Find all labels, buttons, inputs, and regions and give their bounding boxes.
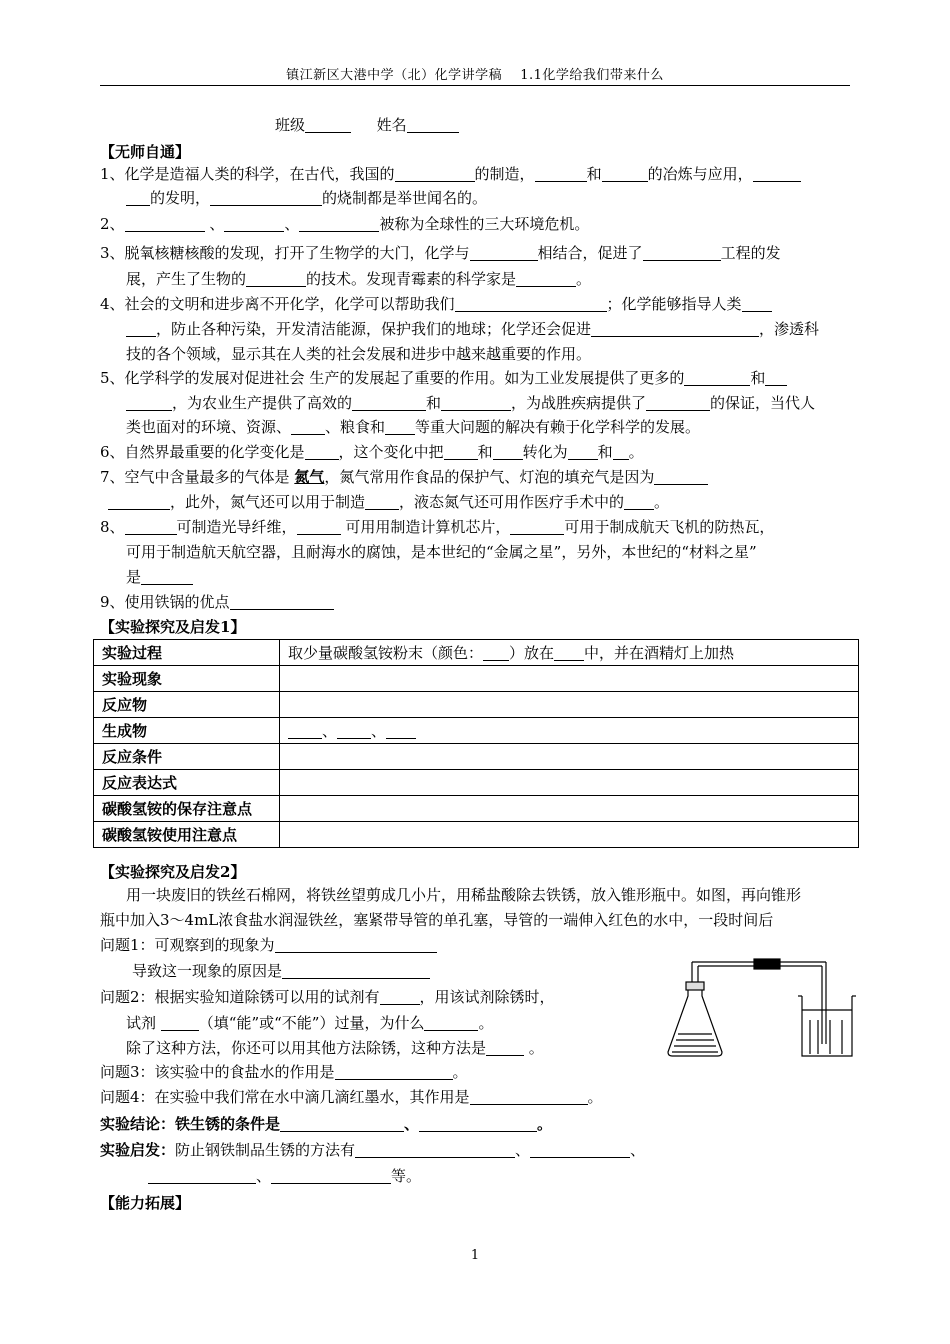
question-8-line-2: 可用于制造航天航空器，且耐海水的腐蚀，是本世纪的“金属之星”，另外，本世纪的“材料之星” xyxy=(126,543,757,561)
blank[interactable] xyxy=(643,244,721,261)
section-self-study: 【无师自通】 xyxy=(100,143,191,161)
apparatus-figure xyxy=(666,952,856,1062)
exp2-question-1-reason: 导致这一现象的原因是 xyxy=(132,960,430,982)
question-2: 2、 、 、 被称为全球性的三大环境危机。 xyxy=(100,215,590,233)
blank[interactable] xyxy=(516,270,576,287)
blank[interactable] xyxy=(161,1014,199,1031)
table-row xyxy=(94,666,859,692)
blank[interactable] xyxy=(297,518,341,535)
answer-nitrogen: 氮气 xyxy=(294,468,325,486)
blank[interactable] xyxy=(486,1039,524,1056)
blank[interactable] xyxy=(765,369,787,386)
exp2-question-1: 问题1：可观察到的现象为 xyxy=(100,934,437,956)
blank[interactable] xyxy=(568,443,598,460)
exp2-question-2: 问题2：根据实验知道除锈可以用的试剂有 ，用该试剂除锈时， xyxy=(100,988,555,1006)
blank[interactable] xyxy=(275,936,437,953)
blank[interactable] xyxy=(470,244,538,261)
table-row xyxy=(94,692,859,718)
blank[interactable] xyxy=(291,418,325,435)
exp2-question-3: 问题3：该实验中的食盐水的作用是 。 xyxy=(100,1063,468,1081)
blank[interactable] xyxy=(230,593,334,610)
blank[interactable] xyxy=(299,215,379,232)
exp2-conclusion: 实验结论：铁生锈的条件是 、 。 xyxy=(100,1115,553,1133)
name-blank[interactable] xyxy=(407,116,459,133)
blank[interactable] xyxy=(148,1167,256,1184)
blank[interactable] xyxy=(742,295,772,312)
table-row xyxy=(94,718,859,744)
row-value[interactable] xyxy=(280,744,859,770)
blank[interactable] xyxy=(530,1141,630,1158)
blank[interactable] xyxy=(246,270,306,287)
class-blank[interactable] xyxy=(305,116,351,133)
blank[interactable] xyxy=(337,722,371,739)
question-3-line-1: 3、脱氧核糖核酸的发现，打开了生物学的大门，化学与 相结合，促进了 工程的发 xyxy=(100,244,781,262)
row-value[interactable] xyxy=(280,666,859,692)
blank[interactable] xyxy=(280,1115,404,1132)
question-5-line-1: 5、化学科学的发展对促进社会 生产的发展起了重要的作用。如为工业发展提供了更多的 和 xyxy=(100,367,787,389)
blank[interactable] xyxy=(510,518,564,535)
question-5-line-2: ，为农业生产提供了高效的 和 ，为战胜疾病提供了 的保证，当代人 xyxy=(126,392,815,414)
question-7-line-2: ，此外，氮气还可以用于制造 ，液态氮气还可用作医疗手术中的 。 xyxy=(108,491,669,513)
blank[interactable] xyxy=(444,443,478,460)
blank[interactable] xyxy=(108,493,170,510)
blank[interactable] xyxy=(352,394,426,411)
row-label: 反应表达式 xyxy=(94,770,280,796)
blank[interactable] xyxy=(282,962,430,979)
exp2-insight: 实验启发：防止钢铁制品生锈的方法有 、 、 xyxy=(100,1141,646,1159)
row-label: 生成物 xyxy=(94,718,280,744)
exp2-question-2-line-2: 试剂 （填“能”或“不能”）过量，为什么 。 xyxy=(126,1014,494,1032)
page-number: 1 xyxy=(470,1248,480,1263)
blank[interactable] xyxy=(554,644,584,661)
table-row xyxy=(94,796,859,822)
blank[interactable] xyxy=(591,320,759,337)
row-value[interactable] xyxy=(280,692,859,718)
blank[interactable] xyxy=(365,493,399,510)
row-value[interactable] xyxy=(280,822,859,848)
row-label: 实验现象 xyxy=(94,666,280,692)
question-7-line-1: 7、空气中含量最多的气体是 氮气，氮气常用作食品的保护气、灯泡的填充气是因为 xyxy=(100,466,708,488)
row-value: 取少量碳酸氢铵粉末（颜色： ）放在 中，并在酒精灯上加热 xyxy=(280,640,859,666)
blank[interactable] xyxy=(125,215,205,232)
question-6: 6、自然界最重要的化学变化是 ，这个变化中把 和 转化为 和 。 xyxy=(100,443,644,461)
blank[interactable] xyxy=(126,320,156,337)
blank[interactable] xyxy=(210,189,322,206)
blank[interactable] xyxy=(613,443,629,460)
blank[interactable] xyxy=(753,165,801,182)
blank[interactable] xyxy=(646,394,710,411)
blank[interactable] xyxy=(380,988,420,1005)
question-5-line-3: 类也面对的环境、资源、 、粮食和 等重大问题的解决有赖于化学科学的发展。 xyxy=(126,418,701,436)
section-extension: 【能力拓展】 xyxy=(100,1194,191,1212)
blank[interactable] xyxy=(271,1167,391,1184)
row-value: 、 、 xyxy=(280,718,859,744)
table-row xyxy=(94,822,859,848)
blank[interactable] xyxy=(441,394,511,411)
blank[interactable] xyxy=(602,165,648,182)
blank[interactable] xyxy=(288,722,322,739)
blank[interactable] xyxy=(684,369,750,386)
row-label: 反应条件 xyxy=(94,744,280,770)
row-label: 碳酸氢铵使用注意点 xyxy=(94,822,280,848)
blank[interactable] xyxy=(385,418,415,435)
blank[interactable] xyxy=(305,443,339,460)
student-info xyxy=(275,114,459,136)
blank[interactable] xyxy=(125,518,177,535)
blank[interactable] xyxy=(224,215,284,232)
question-1-line-1: 1、化学是造福人类的科学，在古代，我国的 的制造， 和 的冶炼与应用， xyxy=(100,163,801,185)
question-4-line-1: 4、社会的文明和进步离不开化学，化学可以帮助我们 ；化学能够指导人类 xyxy=(100,293,772,315)
name-label: 姓名 xyxy=(376,116,407,134)
blank[interactable] xyxy=(126,394,172,411)
section-exp2: 【实验探究及启发2】 xyxy=(100,863,246,881)
table-row xyxy=(94,770,859,796)
question-9: 9、使用铁锅的优点 xyxy=(100,591,334,613)
row-label: 实验过程 xyxy=(94,640,280,666)
table-row xyxy=(94,744,859,770)
exp2-paragraph-line-1: 用一块废旧的铁丝石棉网，将铁丝望剪成几小片，用稀盐酸除去铁锈，放入锥形瓶中。如图，再向锥形 xyxy=(126,886,802,904)
blank[interactable] xyxy=(424,1014,478,1031)
blank[interactable] xyxy=(535,165,587,182)
blank[interactable] xyxy=(455,295,607,312)
blank[interactable] xyxy=(493,443,523,460)
section-exp1: 【实验探究及启发1】 xyxy=(100,618,246,636)
blank[interactable] xyxy=(126,189,150,206)
experiment-1-table xyxy=(93,639,859,848)
header-rule xyxy=(100,85,850,86)
row-label: 反应物 xyxy=(94,692,280,718)
row-value[interactable] xyxy=(280,796,859,822)
blank[interactable] xyxy=(483,644,509,661)
question-4-line-2: ，防止各种污染，开发清洁能源，保护我们的地球；化学还会促进 ，渗透科 xyxy=(126,318,819,340)
row-value[interactable] xyxy=(280,770,859,796)
question-8-line-1: 8、 可制造光导纤维， 可用用制造计算机芯片， 可用于制成航天飞机的防热瓦， xyxy=(100,518,775,536)
class-label: 班级 xyxy=(275,116,306,134)
blank[interactable] xyxy=(141,568,193,585)
question-4-line-3: 技的各个领域，显示其在人类的社会发展和进步中越来越重要的作用。 xyxy=(126,345,592,363)
blank[interactable] xyxy=(395,165,475,182)
exp2-question-2-line-3: 除了这种方法，你还可以用其他方法除锈，这种方法是 。 xyxy=(126,1039,544,1057)
exp2-paragraph-line-2: 瓶中加入3～4mL浓食盐水润湿铁丝，塞紧带导管的单孔塞，导管的一端伸入红色的水中，一段时间后 xyxy=(100,911,774,929)
question-1-line-2: 的发明， 的烧制都是举世闻名的。 xyxy=(126,187,487,209)
exp2-insight-line-2: 、 等。 xyxy=(148,1165,421,1187)
blank[interactable] xyxy=(335,1063,453,1080)
blank[interactable] xyxy=(624,493,654,510)
exp2-question-4: 问题4：在实验中我们常在水中滴几滴红墨水，其作用是 。 xyxy=(100,1088,603,1106)
blank[interactable] xyxy=(355,1141,515,1158)
table-row xyxy=(94,640,859,666)
question-8-line-3: 是 xyxy=(126,566,193,588)
blank[interactable] xyxy=(470,1088,588,1105)
page-header: 镇江新区大港中学（北）化学讲学稿 1.1化学给我们带来什么 xyxy=(286,68,664,83)
question-3-line-2: 展，产生了生物的 的技术。发现青霉素的科学家是 。 xyxy=(126,270,592,288)
row-label: 碳酸氢铵的保存注意点 xyxy=(94,796,280,822)
blank[interactable] xyxy=(386,722,416,739)
blank[interactable] xyxy=(419,1115,537,1132)
blank[interactable] xyxy=(654,468,708,485)
